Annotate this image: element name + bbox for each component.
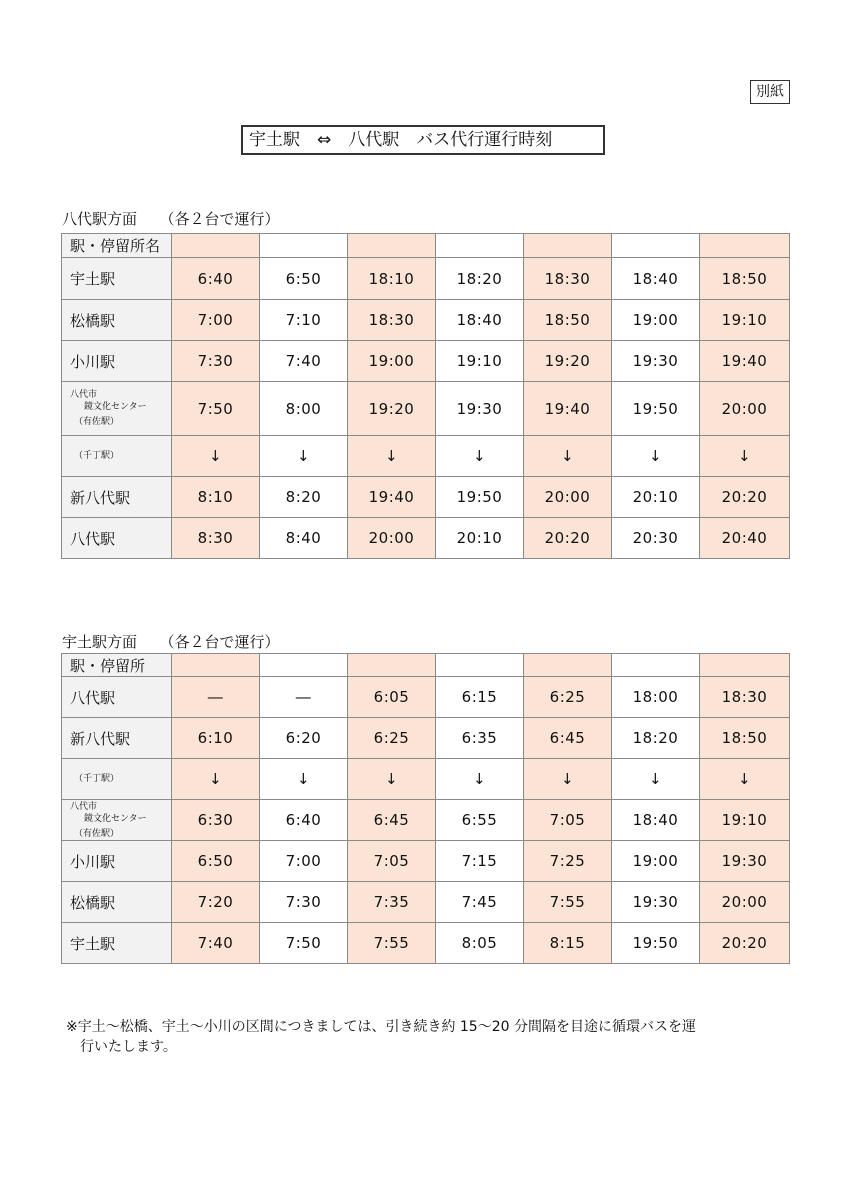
time-cell: 6:15 [436, 677, 524, 718]
time-cell: 8:05 [436, 923, 524, 964]
document-title: 宇土駅 ⇔ 八代駅 バス代行運行時刻 [241, 125, 605, 155]
attachment-label: 別紙 [750, 80, 790, 104]
time-cell: 19:40 [348, 477, 436, 518]
time-cell: 7:20 [172, 882, 260, 923]
time-cell: 19:10 [436, 341, 524, 382]
time-cell: 6:55 [436, 800, 524, 841]
station-name-cell: 宇土駅 [62, 258, 172, 300]
time-cell: ― [260, 677, 348, 718]
time-cell: 7:05 [524, 800, 612, 841]
time-cell: 20:10 [436, 518, 524, 559]
time-cell: ↓ [172, 436, 260, 477]
station-name-stack [70, 389, 171, 428]
time-cell: 7:35 [348, 882, 436, 923]
section-heading-yatsushiro-bound: 八代駅方面 （各２台で運行） [62, 210, 280, 228]
time-cell: 20:20 [700, 477, 790, 518]
time-cell: 6:50 [172, 841, 260, 882]
station-name-cell [62, 382, 172, 436]
time-cell: ↓ [348, 759, 436, 800]
station-name-cell: 松橋駅 [62, 300, 172, 341]
time-cell: 18:50 [700, 718, 790, 759]
timetable-yatsushiro-bound [61, 233, 790, 559]
header-trip-cell [700, 234, 790, 258]
time-cell: 20:40 [700, 518, 790, 559]
time-cell: ↓ [260, 436, 348, 477]
timetable-row [62, 436, 790, 477]
time-cell: 6:05 [348, 677, 436, 718]
time-cell: 6:40 [260, 800, 348, 841]
time-cell: 19:10 [700, 800, 790, 841]
time-cell: 8:30 [172, 518, 260, 559]
header-trip-cell [436, 234, 524, 258]
time-cell: ↓ [172, 759, 260, 800]
timetable-row [62, 341, 790, 382]
time-cell: 19:40 [524, 382, 612, 436]
timetable-row [62, 300, 790, 341]
time-cell: 19:30 [700, 841, 790, 882]
time-cell: 19:40 [700, 341, 790, 382]
header-station-label: 駅・停留所名 [62, 234, 172, 258]
time-cell: 6:40 [172, 258, 260, 300]
time-cell: 19:50 [612, 923, 700, 964]
time-cell: 18:40 [612, 800, 700, 841]
time-cell: 8:15 [524, 923, 612, 964]
time-cell: 18:40 [436, 300, 524, 341]
header-trip-cell [172, 234, 260, 258]
timetable-row [62, 800, 790, 841]
time-cell: 7:45 [436, 882, 524, 923]
header-trip-cell [612, 654, 700, 677]
time-cell: 19:10 [700, 300, 790, 341]
time-cell: 19:00 [612, 841, 700, 882]
time-cell: ↓ [436, 759, 524, 800]
time-cell: 6:25 [348, 718, 436, 759]
time-cell: 8:00 [260, 382, 348, 436]
header-trip-cell [260, 654, 348, 677]
time-cell: 18:50 [524, 300, 612, 341]
station-name-stack [70, 801, 171, 840]
footnote-line-1: ※宇土～松橋、宇土～小川の区間につきましては、引き続き約 15～20 分間隔を目途に循環バスを運 [66, 1019, 696, 1035]
time-cell: 7:05 [348, 841, 436, 882]
header-trip-cell [524, 234, 612, 258]
time-cell: 18:30 [348, 300, 436, 341]
header-trip-cell [700, 654, 790, 677]
station-name-line: 八代市 [70, 390, 98, 400]
time-cell: 18:30 [700, 677, 790, 718]
station-name-cell: 八代駅 [62, 677, 172, 718]
station-name-cell: 小川駅 [62, 841, 172, 882]
timetable-row [62, 518, 790, 559]
time-cell: 20:00 [700, 382, 790, 436]
time-cell: 6:20 [260, 718, 348, 759]
time-cell: 18:40 [612, 258, 700, 300]
time-cell: 7:30 [172, 341, 260, 382]
timetable-row [62, 258, 790, 300]
station-name-cell: 小川駅 [62, 341, 172, 382]
time-cell: 6:35 [436, 718, 524, 759]
time-cell: 18:20 [612, 718, 700, 759]
time-cell: ↓ [348, 436, 436, 477]
time-cell: 20:00 [348, 518, 436, 559]
time-cell: 8:40 [260, 518, 348, 559]
time-cell: 6:50 [260, 258, 348, 300]
time-cell: 7:30 [260, 882, 348, 923]
station-name-line: （有佐駅） [74, 417, 120, 427]
station-name-cell [62, 759, 172, 800]
time-cell: 20:20 [524, 518, 612, 559]
header-station-label: 駅・停留所 [62, 654, 172, 677]
time-cell: 19:50 [436, 477, 524, 518]
header-row [62, 654, 790, 677]
timetable-row [62, 923, 790, 964]
time-cell: 7:50 [172, 382, 260, 436]
time-cell: 20:00 [700, 882, 790, 923]
station-name-line: 鏡文化センター [84, 813, 147, 824]
timetable-row [62, 477, 790, 518]
time-cell: 7:40 [172, 923, 260, 964]
header-trip-cell [348, 234, 436, 258]
time-cell: 7:10 [260, 300, 348, 341]
station-name-cell: 新八代駅 [62, 718, 172, 759]
station-name-line: （有佐駅） [74, 828, 120, 839]
time-cell: 6:30 [172, 800, 260, 841]
footnote-line-2: 行いたします。 [80, 1039, 177, 1055]
time-cell: 20:30 [612, 518, 700, 559]
station-name-cell: 宇土駅 [62, 923, 172, 964]
time-cell: ↓ [700, 759, 790, 800]
time-cell: 6:45 [524, 718, 612, 759]
section-heading-uto-bound: 宇土駅方面 （各２台で運行） [62, 633, 280, 651]
station-name-line: 八代市 [70, 801, 98, 812]
time-cell: 18:10 [348, 258, 436, 300]
station-name-cell [62, 436, 172, 477]
station-name-cell: 八代駅 [62, 518, 172, 559]
time-cell: 7:00 [260, 841, 348, 882]
time-cell: 7:40 [260, 341, 348, 382]
time-cell: 7:50 [260, 923, 348, 964]
time-cell: 18:20 [436, 258, 524, 300]
time-cell: ― [172, 677, 260, 718]
station-name-line: （千丁駅） [74, 451, 120, 461]
time-cell: ↓ [612, 436, 700, 477]
header-trip-cell [524, 654, 612, 677]
time-cell: ↓ [612, 759, 700, 800]
timetable-row [62, 382, 790, 436]
time-cell: 19:00 [348, 341, 436, 382]
timetable-row [62, 759, 790, 800]
time-cell: 20:20 [700, 923, 790, 964]
time-cell: ↓ [436, 436, 524, 477]
header-trip-cell [172, 654, 260, 677]
header-trip-cell [348, 654, 436, 677]
station-name-cell [62, 800, 172, 841]
time-cell: 7:55 [348, 923, 436, 964]
time-cell: 6:45 [348, 800, 436, 841]
time-cell: 19:30 [612, 341, 700, 382]
header-trip-cell [612, 234, 700, 258]
time-cell: 6:25 [524, 677, 612, 718]
timetable-row [62, 677, 790, 718]
time-cell: ↓ [524, 759, 612, 800]
timetable-row [62, 841, 790, 882]
time-cell: ↓ [524, 436, 612, 477]
timetable-row [62, 718, 790, 759]
station-name-line: 鏡文化センター [84, 402, 147, 412]
header-trip-cell [436, 654, 524, 677]
time-cell: 19:30 [612, 882, 700, 923]
time-cell: 18:30 [524, 258, 612, 300]
time-cell: 19:00 [612, 300, 700, 341]
time-cell: 7:55 [524, 882, 612, 923]
station-name-line: （千丁駅） [74, 774, 120, 784]
time-cell: ↓ [700, 436, 790, 477]
time-cell: 7:00 [172, 300, 260, 341]
station-name-stack [70, 773, 171, 785]
time-cell: 18:00 [612, 677, 700, 718]
time-cell: 7:25 [524, 841, 612, 882]
time-cell: 8:20 [260, 477, 348, 518]
timetable-row [62, 882, 790, 923]
time-cell: 6:10 [172, 718, 260, 759]
time-cell: 7:15 [436, 841, 524, 882]
time-cell: 19:20 [524, 341, 612, 382]
time-cell: 19:50 [612, 382, 700, 436]
timetable-uto-bound [61, 653, 790, 964]
station-name-cell: 新八代駅 [62, 477, 172, 518]
header-trip-cell [260, 234, 348, 258]
time-cell: 20:00 [524, 477, 612, 518]
time-cell: 8:10 [172, 477, 260, 518]
station-name-cell: 松橋駅 [62, 882, 172, 923]
station-name-stack [70, 450, 171, 462]
header-row [62, 234, 790, 258]
time-cell: 18:50 [700, 258, 790, 300]
time-cell: 19:30 [436, 382, 524, 436]
time-cell: ↓ [260, 759, 348, 800]
time-cell: 20:10 [612, 477, 700, 518]
time-cell: 19:20 [348, 382, 436, 436]
footnote [66, 1017, 766, 1057]
